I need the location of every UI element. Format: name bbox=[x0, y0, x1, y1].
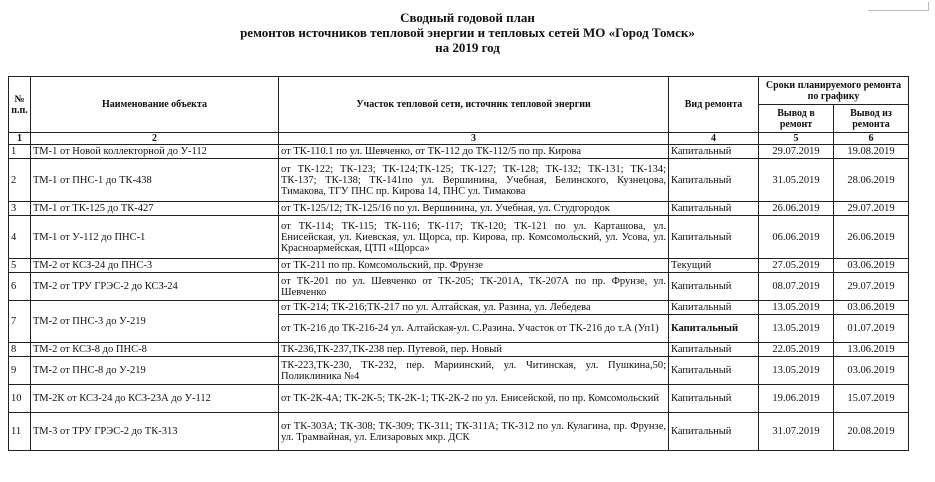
row-section: от ТК-122; ТК-123; ТК-124;ТК-125; ТК-127; ТК-128; ТК-132; ТК-131; ТК-134; ТК-137; ТК-138; ТК-141по ул. Вершинина, Учебная, Белинского, Кузнецова, Тимакова, ТГУ ПНС пр. Кирова 14, ПНС ул. Тимакова bbox=[279, 159, 669, 202]
row-out: 19.06.2019 bbox=[759, 385, 834, 413]
row-name: ТМ-2 от ПНС-3 до У-219 bbox=[31, 301, 279, 343]
row-out: 13.05.2019 bbox=[759, 357, 834, 385]
header-terms: Сроки планируемого ремонта по графику bbox=[759, 77, 909, 105]
row-out: 31.07.2019 bbox=[759, 413, 834, 451]
row-num: 5 bbox=[9, 259, 31, 273]
header-name: Наименование объекта bbox=[31, 77, 279, 133]
title-line-3: на 2019 год bbox=[435, 40, 500, 55]
row-name: ТМ-2К от КСЗ-24 до КСЗ-23А до У-112 bbox=[31, 385, 279, 413]
row-out: 26.06.2019 bbox=[759, 202, 834, 216]
row-name: ТМ-1 от У-112 до ПНС-1 bbox=[31, 216, 279, 259]
title-line-1: Сводный годовой план bbox=[400, 10, 535, 25]
row-type: Капитальный bbox=[669, 343, 759, 357]
row-out: 13.05.2019 bbox=[759, 301, 834, 315]
row-in: 19.08.2019 bbox=[834, 145, 909, 159]
col-number: 4 bbox=[669, 133, 759, 145]
row-in: 03.06.2019 bbox=[834, 259, 909, 273]
row-section: от ТК-110.1 по ул. Шевченко, от ТК-112 до ТК-112/5 по пр. Кирова bbox=[279, 145, 669, 159]
row-name: ТМ-2 от ТРУ ГРЭС-2 до КСЗ-24 bbox=[31, 273, 279, 301]
row-in: 03.06.2019 bbox=[834, 357, 909, 385]
header-type: Вид ремонта bbox=[669, 77, 759, 133]
row-section: ТК-223,ТК-230, ТК-232, пер. Мариинский, ул. Читинская, ул. Пушкина,50; Поликлиника №4 bbox=[279, 357, 669, 385]
row-in: 26.06.2019 bbox=[834, 216, 909, 259]
header-section: Участок тепловой сети, источник тепловой энергии bbox=[279, 77, 669, 133]
row-name: ТМ-2 от ПНС-8 до У-219 bbox=[31, 357, 279, 385]
row-section: от ТК-114; ТК-115; ТК-116; ТК-117; ТК-120; ТК-121 по ул. Карташова, ул. Енисейская, ул. Киевская, ул. Щорса, пр. Кирова, пр. Комсомольский, ул. Усова, ул. Красноармейская, ЦТП «Щорса» bbox=[279, 216, 669, 259]
row-section: от ТК-201 по ул. Шевченко от ТК-205; ТК-201А, ТК-207А по пр. Фрунзе, ул. Шевченко bbox=[279, 273, 669, 301]
col-number: 1 bbox=[9, 133, 31, 145]
col-number: 3 bbox=[279, 133, 669, 145]
row-out: 13.05.2019 bbox=[759, 315, 834, 343]
col-number: 5 bbox=[759, 133, 834, 145]
table-row bbox=[9, 273, 909, 301]
row-type: Капитальный bbox=[669, 301, 759, 315]
table-body bbox=[9, 145, 909, 451]
row-in: 29.07.2019 bbox=[834, 202, 909, 216]
header-out: Вывод в ремонт bbox=[759, 105, 834, 133]
row-in: 15.07.2019 bbox=[834, 385, 909, 413]
row-out: 08.07.2019 bbox=[759, 273, 834, 301]
row-num: 6 bbox=[9, 273, 31, 301]
row-section: от ТК-2К-4А; ТК-2К-5; ТК-2К-1; ТК-2К-2 по ул. Енисейской, по пр. Комсомольский bbox=[279, 385, 669, 413]
row-in: 28.06.2019 bbox=[834, 159, 909, 202]
row-section: от ТК-214; ТК-216;ТК-217 по ул. Алтайская, ул. Разина, ул. Лебедева bbox=[279, 301, 669, 315]
row-num: 7 bbox=[9, 301, 31, 343]
table-row bbox=[9, 259, 909, 273]
row-num: 1 bbox=[9, 145, 31, 159]
row-num: 11 bbox=[9, 413, 31, 451]
row-name: ТМ-2 от КСЗ-8 до ПНС-8 bbox=[31, 343, 279, 357]
row-num: 8 bbox=[9, 343, 31, 357]
row-section: ТК-236,ТК-237,ТК-238 пер. Путевой, пер. Новый bbox=[279, 343, 669, 357]
table-row bbox=[9, 145, 909, 159]
document-title bbox=[0, 10, 935, 55]
row-out: 06.06.2019 bbox=[759, 216, 834, 259]
col-number: 6 bbox=[834, 133, 909, 145]
table-header bbox=[9, 77, 909, 145]
table-row bbox=[9, 385, 909, 413]
row-in: 13.06.2019 bbox=[834, 343, 909, 357]
row-type: Капитальный bbox=[669, 273, 759, 301]
row-num: 10 bbox=[9, 385, 31, 413]
table-row bbox=[9, 216, 909, 259]
row-num: 2 bbox=[9, 159, 31, 202]
row-in: 20.08.2019 bbox=[834, 413, 909, 451]
title-line-2: ремонтов источников тепловой энергии и тепловых сетей МО «Город Томск» bbox=[240, 25, 695, 40]
row-type: Капитальный bbox=[669, 159, 759, 202]
row-num: 9 bbox=[9, 357, 31, 385]
row-section: от ТК-211 по пр. Комсомольский, пр. Фрунзе bbox=[279, 259, 669, 273]
row-name: ТМ-1 от ПНС-1 до ТК-438 bbox=[31, 159, 279, 202]
row-name: ТМ-1 от Новой коллекторной до У-112 bbox=[31, 145, 279, 159]
table-row bbox=[9, 413, 909, 451]
row-type: Капитальный bbox=[669, 202, 759, 216]
row-num: 4 bbox=[9, 216, 31, 259]
table-row bbox=[9, 159, 909, 202]
table-row bbox=[9, 301, 909, 315]
row-section: от ТК-125/12; ТК-125/16 по ул. Вершинина, ул. Учебная, ул. Студгородок bbox=[279, 202, 669, 216]
header-in: Вывод из ремонта bbox=[834, 105, 909, 133]
row-in: 01.07.2019 bbox=[834, 315, 909, 343]
row-num: 3 bbox=[9, 202, 31, 216]
row-section: от ТК-303А; ТК-308; ТК-309; ТК-311; ТК-311А; ТК-312 по ул. Кулагина, пр. Фрунзе, ул. Трамвайная, ул. Елизаровых мкр. ДСК bbox=[279, 413, 669, 451]
row-name: ТМ-3 от ТРУ ГРЭС-2 до ТК-313 bbox=[31, 413, 279, 451]
row-type: Капитальный bbox=[669, 413, 759, 451]
row-out: 27.05.2019 bbox=[759, 259, 834, 273]
table-row bbox=[9, 343, 909, 357]
row-in: 03.06.2019 bbox=[834, 301, 909, 315]
row-type: Капитальный bbox=[669, 216, 759, 259]
row-out: 29.07.2019 bbox=[759, 145, 834, 159]
row-section: от ТК-216 до ТК-216-24 ул. Алтайская-ул. С.Разина. Участок от ТК-216 до т.А (Уп1) bbox=[279, 315, 669, 343]
row-out: 22.05.2019 bbox=[759, 343, 834, 357]
row-type: Капитальный bbox=[669, 315, 759, 343]
repair-plan-table bbox=[8, 76, 909, 451]
row-in: 29.07.2019 bbox=[834, 273, 909, 301]
row-name: ТМ-2 от КСЗ-24 до ПНС-3 bbox=[31, 259, 279, 273]
row-type: Капитальный bbox=[669, 145, 759, 159]
row-out: 31.05.2019 bbox=[759, 159, 834, 202]
row-type: Текущий bbox=[669, 259, 759, 273]
table-row bbox=[9, 357, 909, 385]
col-number: 2 bbox=[31, 133, 279, 145]
row-type: Капитальный bbox=[669, 357, 759, 385]
table-row bbox=[9, 202, 909, 216]
row-name: ТМ-1 от ТК-125 до ТК-427 bbox=[31, 202, 279, 216]
row-type: Капитальный bbox=[669, 385, 759, 413]
header-num: № п.п. bbox=[9, 77, 31, 133]
